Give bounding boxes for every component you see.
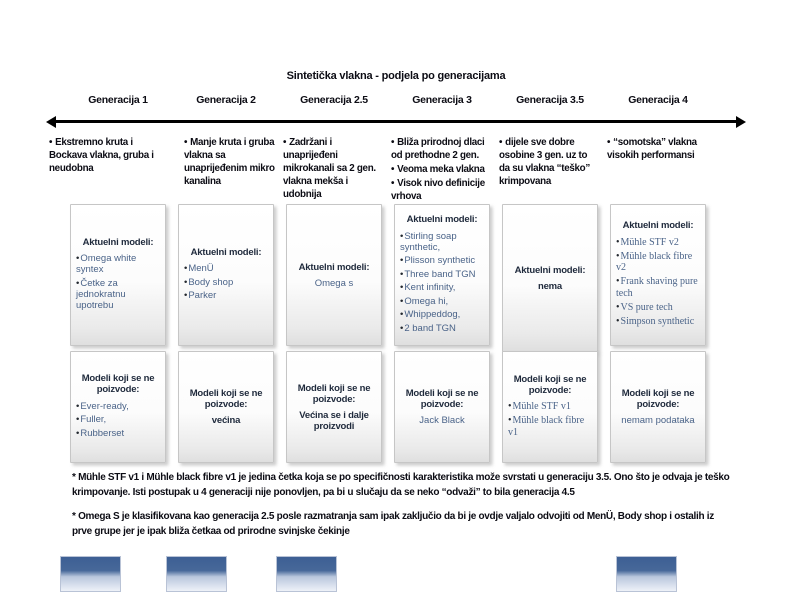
discontinued-models-box-gen4 bbox=[610, 351, 706, 463]
discontinued-models-box-gen3-5 bbox=[502, 351, 598, 463]
cell-gen2-current bbox=[172, 204, 280, 352]
description-bullet: • Veoma meka vlakna bbox=[391, 163, 492, 176]
description-gen4 bbox=[604, 136, 712, 204]
generation-headers-row bbox=[64, 94, 712, 106]
model-item: • Plisson synthetic bbox=[400, 255, 484, 266]
header-generacija-2-5: Generacija 2.5 bbox=[300, 94, 368, 106]
model-note: nemam podataka bbox=[621, 415, 695, 426]
model-item: • 2 band TGN bbox=[400, 323, 484, 334]
description-bullet: • Ekstremno kruta i Bockava vlakna, gruba i neudobna bbox=[49, 136, 160, 175]
model-item: • Kent infinity, bbox=[400, 282, 484, 293]
model-item: • Three band TGN bbox=[400, 269, 484, 280]
box-title: Aktuelni modeli: bbox=[82, 236, 154, 248]
current-models-box-gen4 bbox=[610, 204, 706, 346]
model-note: nema bbox=[537, 280, 563, 292]
current-models-box-gen2-5 bbox=[286, 204, 382, 346]
discontinued-models-box-gen2 bbox=[178, 351, 274, 463]
model-item: • Frank shaving pure tech bbox=[616, 276, 700, 299]
model-item: • Omega hi, bbox=[400, 296, 484, 307]
header-generacija-3-5: Generacija 3.5 bbox=[516, 94, 584, 106]
cell-gen3-5-current bbox=[496, 204, 604, 352]
discontinued-models-row bbox=[64, 351, 712, 463]
current-models-box-gen2 bbox=[178, 204, 274, 346]
description-bullet: • dijele sve dobre osobine 3 gen. uz to da su vlakna “teško” krimpovana bbox=[499, 136, 600, 188]
model-item: • Body shop bbox=[184, 277, 268, 288]
box-title: Modeli koji se ne poizvode: bbox=[189, 388, 263, 410]
footnote-muhle: * Mühle STF v1 i Mühle black fibre v1 je jedina četka koja se po specifičnosti karakteristika može svrstati u generaciju 3.5. Ono što je odvaja je teško krimpovanje. Isti postupak u 4 generaciji nije ponovljen, pa bi u slučaju da se neko “odvaži” to bila generacija 4.5 bbox=[72, 472, 730, 498]
model-item: • Mühle black fibre v2 bbox=[616, 251, 700, 274]
model-item: • Stirling soap synthetic, bbox=[400, 231, 484, 253]
box-title: Aktuelni modeli: bbox=[514, 264, 586, 276]
model-item: • MenÜ bbox=[184, 263, 268, 274]
description-gen3-5 bbox=[496, 136, 604, 204]
box-title: Aktuelni modeli: bbox=[190, 246, 262, 258]
cell-gen2-5-current bbox=[280, 204, 388, 352]
description-gen2-5 bbox=[280, 136, 388, 204]
box-title: Modeli koji se ne poizvode: bbox=[81, 373, 155, 395]
cutoff-box-fragment-2 bbox=[166, 556, 227, 592]
description-bullet: • Manje kruta i gruba vlakna sa unaprijeđenim mikro kanalina bbox=[184, 136, 276, 188]
model-note: Jack Black bbox=[419, 415, 465, 426]
box-title: Aktuelni modeli: bbox=[622, 220, 694, 232]
generation-descriptions-row bbox=[49, 136, 712, 204]
cell-gen1-current bbox=[64, 204, 172, 352]
box-title: Modeli koji se ne poizvode: bbox=[405, 388, 479, 410]
model-item: • Parker bbox=[184, 290, 268, 301]
header-generacija-1: Generacija 1 bbox=[88, 94, 148, 106]
header-generacija-3: Generacija 3 bbox=[412, 94, 472, 106]
model-item: • Simpson synthetic bbox=[616, 316, 700, 328]
description-gen2 bbox=[172, 136, 280, 204]
model-item: • Ever-ready, bbox=[76, 401, 160, 412]
model-note: većina bbox=[211, 415, 241, 426]
discontinued-models-box-gen2-5 bbox=[286, 351, 382, 463]
header-generacija-4: Generacija 4 bbox=[628, 94, 688, 106]
model-item: • Fuller, bbox=[76, 414, 160, 425]
page-title: Sintetička vlakna - podjela po generacijama bbox=[286, 70, 506, 82]
description-gen3 bbox=[388, 136, 496, 204]
model-note: Većina se i dalje proizvodi bbox=[299, 409, 369, 432]
cell-gen2-discontinued bbox=[172, 351, 280, 463]
box-title: Modeli koji se ne poizvode: bbox=[621, 388, 695, 410]
model-item: • Mühle STF v2 bbox=[616, 237, 700, 249]
model-item: • Rubberset bbox=[76, 428, 160, 439]
cell-gen3-discontinued bbox=[388, 351, 496, 463]
model-item: • Omega white syntex bbox=[76, 253, 160, 275]
box-title: Modeli koji se ne poizvode: bbox=[297, 382, 371, 405]
current-models-box-gen3-5 bbox=[502, 204, 598, 352]
box-title: Aktuelni modeli: bbox=[298, 261, 370, 273]
box-title: Modeli koji se ne poizvode: bbox=[513, 373, 587, 396]
cell-gen4-current bbox=[604, 204, 712, 352]
footnotes-section bbox=[72, 471, 734, 549]
cutoff-box-fragment-1 bbox=[60, 556, 121, 592]
description-bullet: • Visok nivo definicije vrhova bbox=[391, 177, 492, 203]
model-note: Omega s bbox=[314, 277, 354, 289]
current-models-box-gen3 bbox=[394, 204, 490, 346]
model-item: • Mühle black fibre v1 bbox=[508, 415, 592, 438]
header-generacija-2: Generacija 2 bbox=[196, 94, 256, 106]
model-item: • Whippeddog, bbox=[400, 309, 484, 320]
description-bullet: • Bliža prirodnoj dlaci od prethodne 2 gen. bbox=[391, 136, 492, 162]
description-bullet: • “somotska” vlakna visokih performansi bbox=[607, 136, 708, 162]
cell-gen4-discontinued bbox=[604, 351, 712, 463]
current-models-row bbox=[64, 204, 712, 352]
cell-gen1-discontinued bbox=[64, 351, 172, 463]
discontinued-models-box-gen1 bbox=[70, 351, 166, 463]
timeline-double-arrow bbox=[56, 120, 736, 123]
cutoff-box-fragment-3 bbox=[276, 556, 337, 592]
box-title: Aktuelni modeli: bbox=[406, 214, 478, 225]
cell-gen3-5-discontinued bbox=[496, 351, 604, 463]
cutoff-box-fragment-4 bbox=[616, 556, 677, 592]
discontinued-models-box-gen3 bbox=[394, 351, 490, 463]
model-item: • Četke za jednokratnu upotrebu bbox=[76, 278, 160, 311]
current-models-box-gen1 bbox=[70, 204, 166, 346]
cell-gen2-5-discontinued bbox=[280, 351, 388, 463]
cell-gen3-current bbox=[388, 204, 496, 352]
model-item: • Mühle STF v1 bbox=[508, 401, 592, 413]
description-bullet: • Zadržani i unaprijeđeni mikrokanali sa 2 gen. vlakna mekša i udobnija bbox=[283, 136, 384, 201]
footnote-omega: * Omega S je klasifikovana kao generacija 2.5 posle razmatranja sam ipak zaključio da bi je ovdje valjalo odvojiti od MenÜ, Body shop i ostalih iz prve grupe jer je ipak bliža četkaa od prirodne svinjske čekinje bbox=[72, 511, 714, 537]
description-gen1 bbox=[46, 136, 172, 204]
model-item: • VS pure tech bbox=[616, 302, 700, 314]
